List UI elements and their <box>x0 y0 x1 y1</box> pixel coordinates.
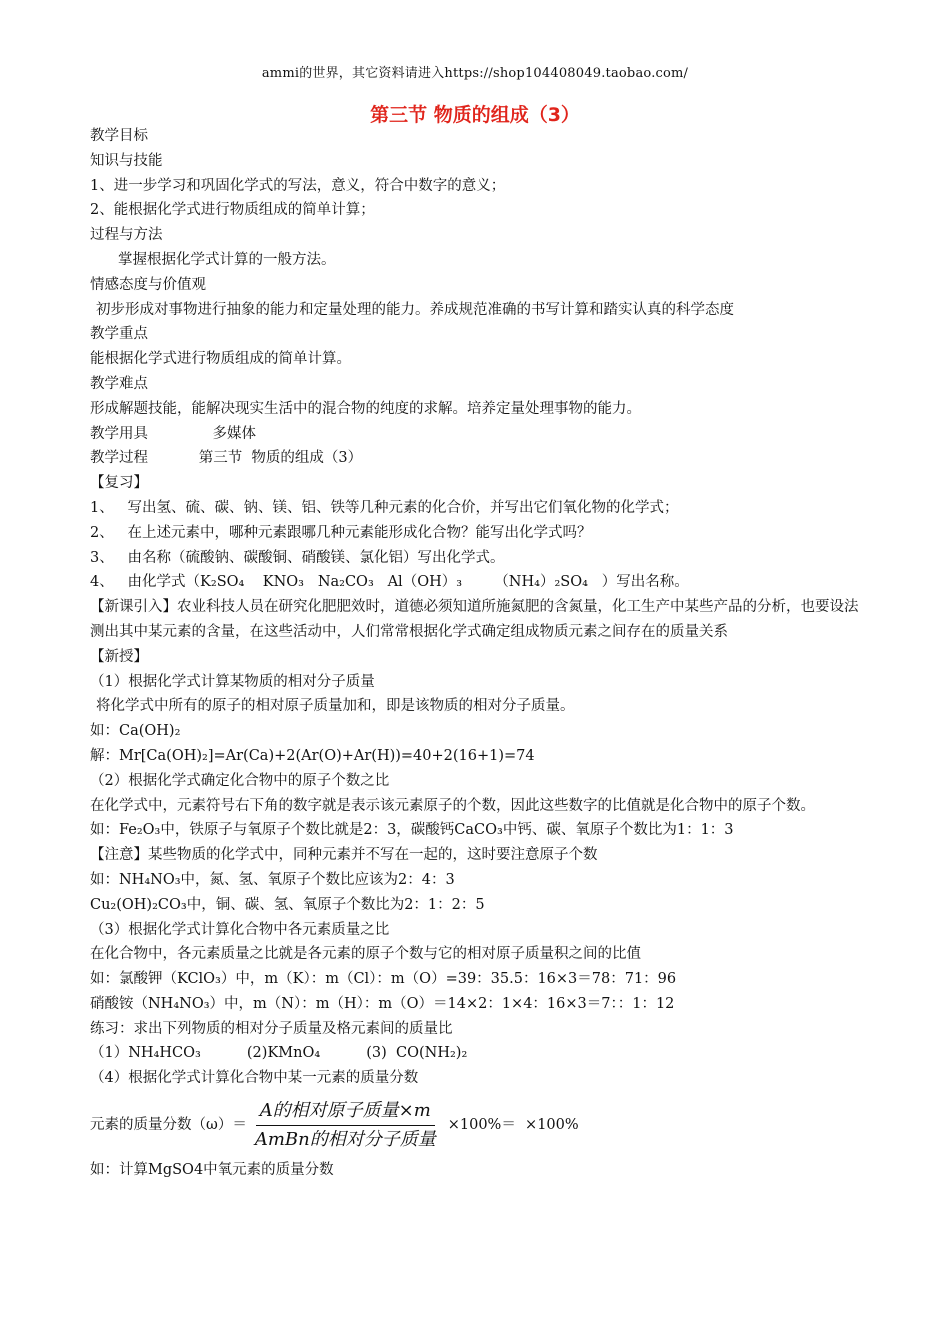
exercise-items: （1）NH₄HCO₃ (2)KMnO₄ (3) CO(NH₂)₂ <box>90 1045 468 1062</box>
paragraph: 在化学式中，元素符号右下角的数字就是表示该元素原子的个数，因此这些数字的比值就是化合物中的原子个数。 <box>90 797 815 814</box>
new-lesson-heading: 【新授】 <box>90 648 148 665</box>
example-line: Cu₂(OH)₂CO₃中，铜、碳、氢、氧原子个数比为2：1：2：5 <box>90 896 485 913</box>
review-item: 4、 由化学式（K₂SO₄ KNO₃ Na₂CO₃ Al（OH）₃ （NH₄）₂SO₄ ）写出名称。 <box>90 574 689 591</box>
subsection-heading: （3）根据化学式计算化合物中各元素质量之比 <box>90 921 390 938</box>
review-item: 1、 写出氢、硫、碳、钠、镁、铝、铁等几种元素的化合价，并写出它们氧化物的化学式； <box>90 499 679 516</box>
note-line: 【注意】某些物质的化学式中，同种元素并不写在一起的，这时要注意原子个数 <box>90 847 598 864</box>
exercise-line: 练习：求出下列物质的相对分子质量及格元素间的质量比 <box>90 1020 453 1037</box>
subsection-heading: （2）根据化学式确定化合物中的原子个数之比 <box>90 772 390 789</box>
example-line: 如：Ca(OH)₂ <box>90 723 181 740</box>
review-item: 2、 在上述元素中，哪种元素跟哪几种元素能形成化合物？能写出化学式吗？ <box>90 524 592 541</box>
solution-line: 解：Mr[Ca(OH)₂]=Ar(Ca)+2(Ar(O)+Ar(H))=40+2(16+1)=74 <box>90 747 535 764</box>
formula-numerator: A的相对原子质量×m <box>256 1099 435 1126</box>
example-line: 如：NH₄NO₃中，氮、氢、氧原子个数比应该为2：4：3 <box>90 871 455 888</box>
section-heading: 教学目标 <box>90 128 148 144</box>
formula-denominator: AmBn的相对分子质量 <box>254 1129 436 1151</box>
subsection-heading: 过程与方法 <box>90 227 163 244</box>
objective-item: 初步形成对事物进行抽象的能力和定量处理的能力。养成规范准确的书写计算和踏实认真的科学态度 <box>96 301 734 318</box>
mass-fraction-formula <box>90 1099 870 1152</box>
formula-left: 元素的质量分数（ω）＝ <box>90 1117 247 1134</box>
subsection-heading: 知识与技能 <box>90 152 163 169</box>
example-line: 如：Fe₂O₃中，铁原子与氧原子个数比就是2：3，碳酸钙CaCO₃中钙、碳、氧原子个数比为1：1：3 <box>90 822 734 839</box>
objective-item: 掌握根据化学式计算的一般方法。 <box>118 251 336 268</box>
formula-fraction <box>255 1099 436 1152</box>
subsection-heading: （1）根据化学式计算某物质的相对分子质量 <box>90 673 375 690</box>
section-heading: 教学重点 <box>90 326 148 343</box>
paragraph: 在化合物中，各元素质量之比就是各元素的原子个数与它的相对原子质量积之间的比值 <box>90 946 641 963</box>
paragraph: 能根据化学式进行物质组成的简单计算。 <box>90 351 351 368</box>
subsection-heading: 情感态度与价值观 <box>90 276 206 293</box>
section-heading: 教学难点 <box>90 375 148 392</box>
objective-item: 1、进一步学习和巩固化学式的写法，意义，符合中数字的意义； <box>90 177 506 194</box>
document-body <box>90 124 870 1183</box>
page-header: ammi的世界，其它资料请进入https://shop104408049.taobao.com/ <box>261 66 689 81</box>
intro-paragraph: 【新课引入】农业科技人员在研究化肥肥效时，道德必须知道所施氮肥的含氮量，化工生产中某些产品的分析，也要设法测出其中某元素的含量，在这些活动中，人们常常根据化学式确定组成物质元素之间存在的质量关系 <box>90 599 859 640</box>
paragraph: 将化学式中所有的原子的相对原子质量加和，即是该物质的相对分子质量。 <box>96 698 575 715</box>
example-line: 如：计算MgSO4中氧元素的质量分数 <box>90 1162 334 1179</box>
example-line: 如：氯酸钾（KClO₃）中，m（K）：m（Cl）：m（O）=39：35.5：16×3＝78：71：96 <box>90 971 677 988</box>
objective-item: 2、能根据化学式进行物质组成的简单计算； <box>90 202 375 219</box>
example-line: 硝酸铵（NH₄NO₃）中，m（N）：m（H）：m（O）＝14×2：1×4：16×3＝7：：1：12 <box>90 995 675 1012</box>
review-item: 3、 由名称（硫酸钠、碳酸铜、硝酸镁、氯化铝）写出化学式。 <box>90 549 505 566</box>
review-heading: 【复习】 <box>90 475 148 492</box>
subsection-heading: （4）根据化学式计算化合物中某一元素的质量分数 <box>90 1070 419 1087</box>
teaching-tools: 教学用具 多媒体 <box>90 425 257 442</box>
page-title: 第三节 物质的组成（3） <box>370 104 580 126</box>
paragraph: 形成解题技能，能解决现实生活中的混合物的纯度的求解。培养定量处理事物的能力。 <box>90 400 641 417</box>
teaching-process: 教学过程 第三节 物质的组成（3） <box>90 450 363 467</box>
formula-right: ×100%＝ ×100% <box>447 1117 579 1134</box>
